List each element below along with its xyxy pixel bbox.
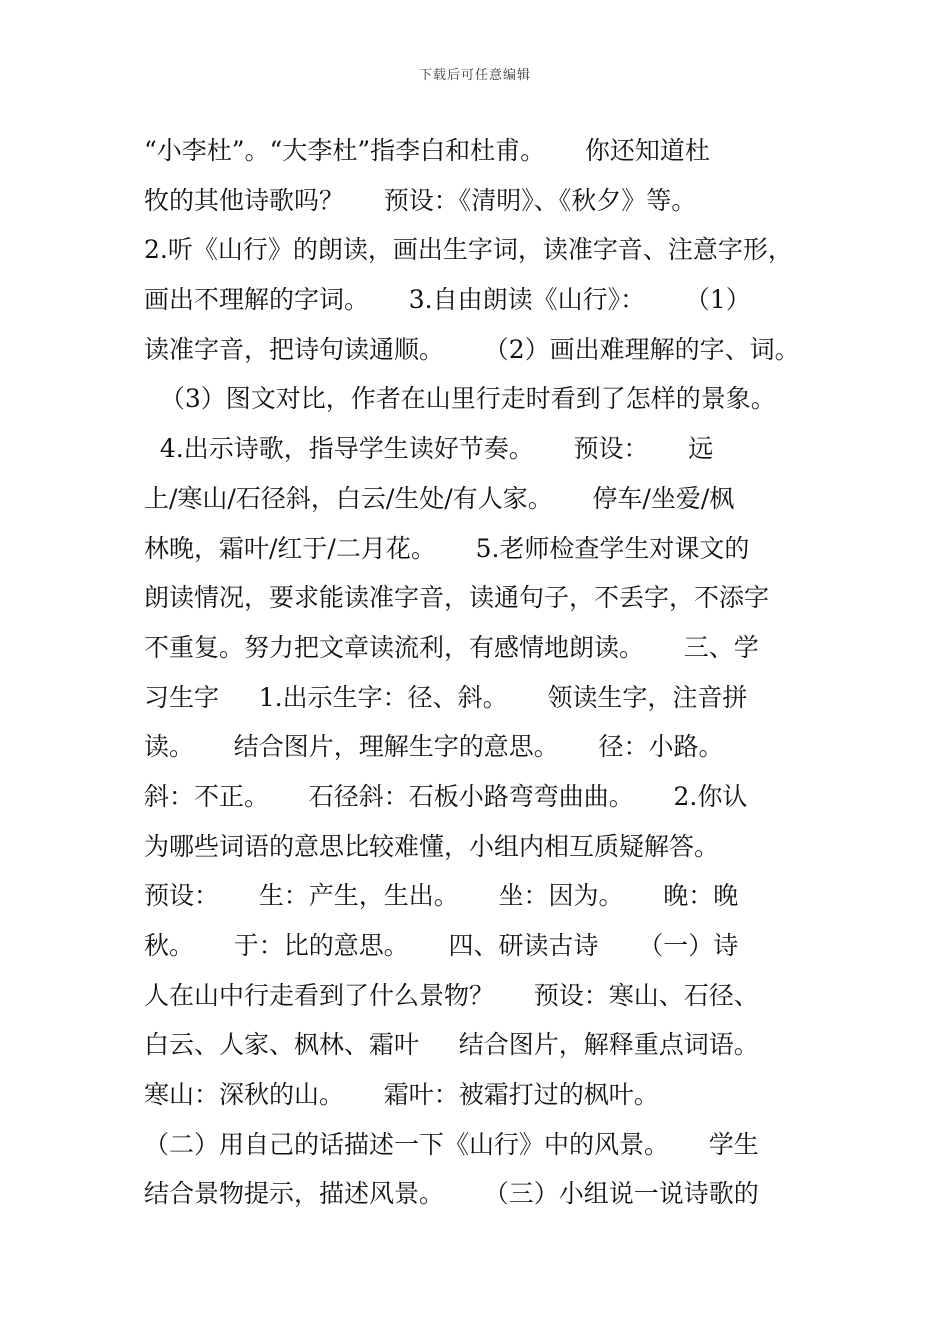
text-line: 预设： 生：产生，生出。 坐：因为。 晚：晚 — [144, 881, 739, 911]
text-line: 读。 结合图片，理解生字的意思。 径：小路。 — [144, 732, 724, 762]
text-line: 为哪些词语的意思比较难懂，小组内相互质疑解答。 — [144, 831, 720, 861]
text-line: 朗读情况，要求能读准字音，读通句子，不丢字，不添字 — [144, 583, 770, 613]
text-line: （3）图文对比，作者在山里行走时看到了怎样的景象。 — [144, 384, 776, 414]
text-line: 画出不理解的字词。 3.自由朗读《山行》： （1） — [144, 285, 751, 315]
text-line: （二）用自己的话描述一下《山行》中的风景。 学生 — [144, 1129, 759, 1159]
text-line: 牧的其他诗歌吗？ 预设：《清明》、《秋夕》等。 — [144, 185, 697, 215]
text-line: 读准字音，把诗句读通顺。 （2）画出难理解的字、词。 — [144, 334, 800, 364]
text-line: 寒山：深秋的山。 霜叶：被霜打过的枫叶。 — [144, 1080, 659, 1110]
page-header: 下载后可任意编辑 — [418, 68, 531, 83]
text-line: 斜：不正。 石径斜：石板小路弯弯曲曲。 2.你认 — [144, 781, 748, 811]
text-line: 秋。 于：比的意思。 四、研读古诗 （一）诗 — [144, 931, 739, 960]
document-body — [144, 126, 816, 1219]
text-line: 白云、人家、枫林、霜叶 结合图片，解释重点词语。 — [144, 1030, 759, 1060]
text-line: 4.出示诗歌，指导学生读好节奏。 预设： 远 — [144, 434, 714, 464]
text-line: 林晚，霜叶/红于/二月花。 5.老师检查学生对课文的 — [144, 533, 750, 563]
text-line: 习生字 1.出示生字：径、斜。 领读生字，注音拼 — [144, 682, 748, 712]
text-line: 上/寒山/石径斜，白云/生处/有人家。 停车/坐爱/枫 — [144, 483, 735, 513]
text-line: 结合景物提示，描述风景。 （三）小组说一说诗歌的 — [144, 1179, 759, 1209]
text-line: 不重复。努力把文章读流利，有感情地朗读。 三、学 — [144, 632, 759, 662]
text-line: 人在山中行走看到了什么景物？ 预设：寒山、石径、 — [144, 980, 759, 1010]
text-line: 2.听《山行》的朗读，画出生字词，读准字音、注意字形， — [144, 235, 793, 265]
text-line: “小李杜”。“大李杜”指李白和杜甫。 你还知道杜 — [144, 136, 710, 165]
